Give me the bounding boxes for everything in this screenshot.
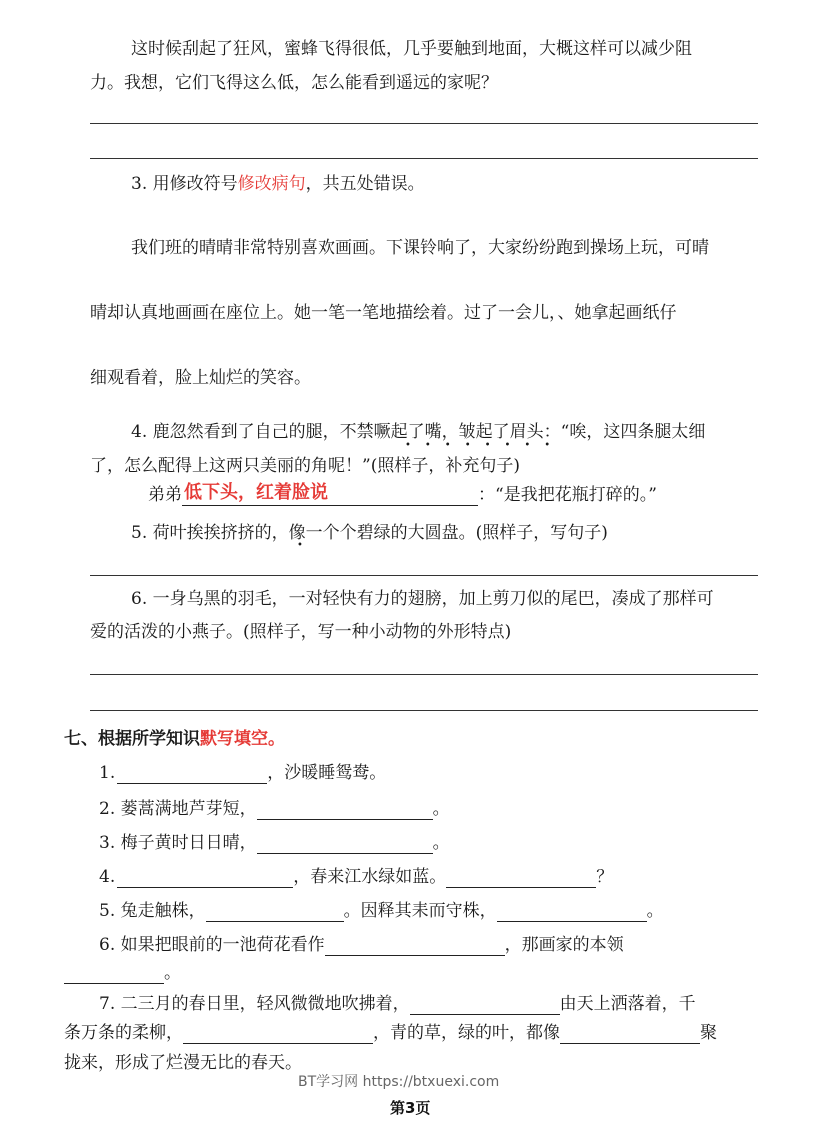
answer-line (90, 674, 758, 675)
q4-answer-suffix: ：“是我把花瓶打碎的。” (478, 485, 657, 505)
q3-prefix: 3. 用修改符号 (131, 174, 238, 194)
q4-handwritten-answer: 低下头，红着脸说 (184, 482, 328, 503)
item-text: 5. 兔走触株， (99, 901, 206, 921)
q4-emphasis-dots: •••••••• (405, 440, 565, 451)
fill-item-2 (99, 798, 450, 820)
item-text: 。因释其耒而守株， (343, 901, 497, 921)
item-text: 6. 如果把眼前的一池荷花看作 (99, 935, 325, 955)
section-7-title (64, 728, 285, 750)
item-text: 。 (432, 833, 450, 853)
fill-item-6-cont (64, 962, 181, 984)
fill-blank[interactable] (206, 903, 344, 922)
q4-line-2: 了，怎么配得上这两只美丽的角呢！”(照样子，补充句子) (90, 456, 520, 476)
question-3-title (131, 173, 425, 195)
q4-answer-prefix: 弟弟 (148, 485, 182, 505)
q6-line-2: 爱的活泼的小燕子。(照样子，写一种小动物的外形特点) (90, 622, 512, 642)
fill-item-3 (99, 832, 450, 854)
item-text: ，那画家的本领 (504, 935, 624, 955)
q4-line-1: 4. 鹿忽然看到了自己的腿，不禁噘起了嘴，皱起了眉头：“唉，这四条腿太细 (131, 422, 706, 442)
fill-item-7-line-2 (64, 1022, 717, 1044)
fill-blank[interactable] (446, 869, 596, 888)
item-text: ，春来江水绿如蓝。 (293, 867, 447, 887)
q6-line-1: 6. 一身乌黑的羽毛，一对轻快有力的翅膀，加上剪刀似的尾巴，凑成了那样可 (131, 589, 714, 609)
fill-blank[interactable] (117, 869, 293, 888)
q3-paragraph-line-1: 我们班的晴晴非常特别喜欢画画。下课铃响了，大家纷纷跑到操场上玩，可晴 (131, 238, 709, 258)
fill-blank[interactable] (325, 937, 505, 956)
q5-line-1: 5. 荷叶挨挨挤挤的，像一个个碧绿的大圆盘。(照样子，写句子) (131, 523, 608, 543)
fill-blank[interactable] (257, 835, 433, 854)
fill-blank[interactable] (257, 801, 433, 820)
fill-item-7 (99, 993, 696, 1015)
q3-suffix: ，共五处错误。 (305, 174, 425, 194)
item-text: 。 (646, 901, 664, 921)
item-text: 由天上洒落着，千 (559, 994, 696, 1014)
excerpt-line-2: 力。我想，它们飞得这么低，怎么能看到遥远的家呢？ (90, 73, 498, 93)
q5-emphasis-dot: • (297, 540, 317, 551)
fill-item-7-line-3: 拢来，形成了烂漫无比的春天。 (64, 1053, 302, 1073)
section-7-prefix: 七、根据所学知识 (64, 729, 200, 749)
fill-item-1 (99, 762, 386, 784)
fill-blank[interactable] (117, 765, 267, 784)
item-text: 3. 梅子黄时日日晴， (99, 833, 257, 853)
item-text: ，沙暖睡鸳鸯。 (267, 763, 387, 783)
item-text: ？ (596, 867, 614, 887)
item-number: 1. (99, 763, 116, 783)
fill-blank[interactable] (64, 965, 164, 984)
fill-blank[interactable] (410, 996, 560, 1015)
q3-paragraph-line-3: 细观看着，脸上灿烂的笑容。 (90, 368, 311, 388)
excerpt-line-1: 这时候刮起了狂风，蜜蜂飞得很低，几乎要触到地面，大概这样可以减少阻 (131, 39, 692, 59)
item-text: 。 (432, 799, 450, 819)
fill-item-6 (99, 934, 624, 956)
item-number: 4. (99, 867, 116, 887)
fill-blank[interactable] (560, 1025, 700, 1044)
item-text: 条万条的柔柳， (64, 1023, 183, 1043)
item-text: 7. 二三月的春日里，轻风微微地吹拂着， (99, 994, 410, 1014)
item-text: 。 (164, 963, 181, 983)
answer-line (90, 123, 758, 124)
q3-highlight: 修改病句 (237, 174, 306, 194)
q4-answer-row (148, 484, 657, 506)
answer-line (90, 158, 758, 159)
q4-answer-blank[interactable] (182, 482, 478, 506)
answer-line (90, 575, 758, 576)
fill-blank[interactable] (183, 1025, 373, 1044)
watermark: BT学习网 https://btxuexi.com (298, 1074, 500, 1090)
page-number: 第3页 (390, 1099, 431, 1117)
fill-item-4 (99, 866, 613, 888)
section-7-highlight: 默写填空。 (200, 729, 285, 749)
item-text: 2. 蒌蒿满地芦芽短， (99, 799, 257, 819)
item-text: 聚 (700, 1023, 717, 1043)
fill-blank[interactable] (497, 903, 647, 922)
fill-item-5 (99, 900, 664, 922)
item-text: ，青的草，绿的叶，都像 (373, 1023, 560, 1043)
answer-line (90, 710, 758, 711)
q3-paragraph-line-2: 晴却认真地画画在座位上。她一笔一笔地描绘着。过了一会儿，、她拿起画纸仔 (90, 303, 677, 323)
